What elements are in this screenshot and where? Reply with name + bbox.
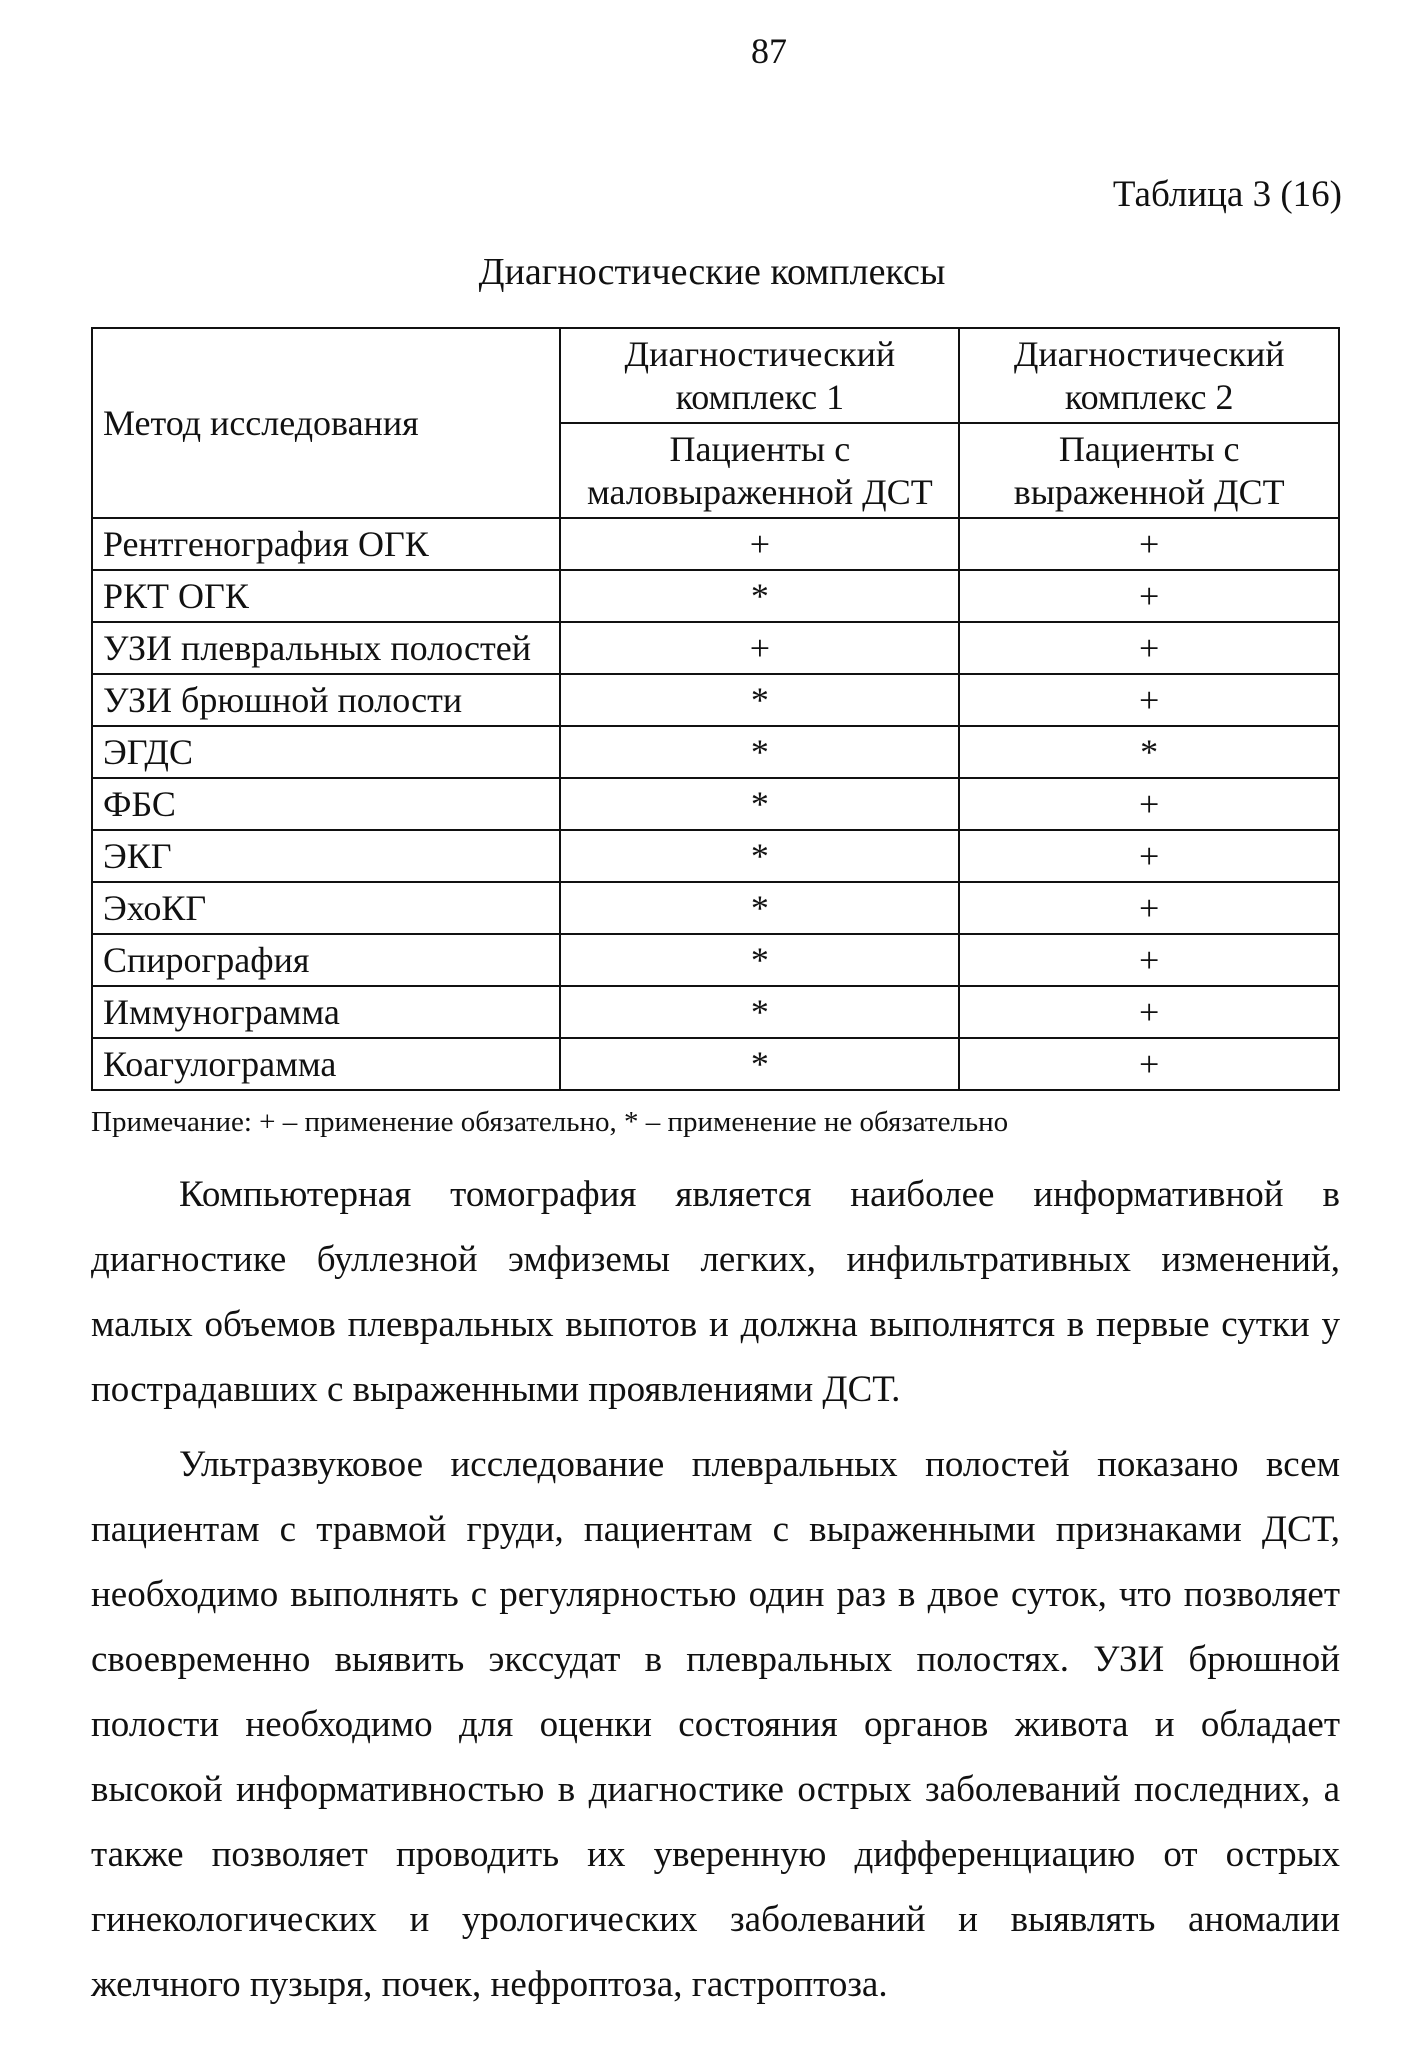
table-label: Таблица 3 (16): [1112, 174, 1342, 215]
complex-1-subheader: Пациенты с маловыраженной ДСТ: [560, 423, 959, 518]
complex-2-mark: +: [959, 882, 1339, 934]
method-name: РКТ ОГК: [92, 570, 560, 622]
method-name: ЭхоКГ: [92, 882, 560, 934]
complex-1-mark: *: [560, 778, 959, 830]
method-name: Коагулограмма: [92, 1038, 560, 1090]
table-row: [92, 986, 1339, 1038]
complex-1-mark: *: [560, 674, 959, 726]
table-row: [92, 778, 1339, 830]
table-row: [92, 674, 1339, 726]
complex-2-mark: +: [959, 1038, 1339, 1090]
complex-2-mark: +: [959, 674, 1339, 726]
method-name: УЗИ брюшной полости: [92, 674, 560, 726]
table-row: [92, 1038, 1339, 1090]
table-row: [92, 726, 1339, 778]
method-name: Спирография: [92, 934, 560, 986]
complex-1-header: Диагностический комплекс 1: [560, 328, 959, 423]
complex-2-mark: +: [959, 622, 1339, 674]
method-name: Рентгенография ОГК: [92, 518, 560, 570]
complex-1-mark: *: [560, 986, 959, 1038]
method-header: Метод исследования: [92, 328, 560, 518]
method-name: ЭКГ: [92, 830, 560, 882]
complex-1-mark: *: [560, 934, 959, 986]
complex-2-mark: +: [959, 830, 1339, 882]
complex-2-mark: +: [959, 518, 1339, 570]
complex-2-mark: *: [959, 726, 1339, 778]
method-name: Иммунограмма: [92, 986, 560, 1038]
page-number: 87: [751, 31, 787, 71]
complex-2-mark: +: [959, 986, 1339, 1038]
diagnostic-table: [91, 327, 1340, 1091]
method-name: ЭГДС: [92, 726, 560, 778]
table-row: [92, 934, 1339, 986]
complex-2-mark: +: [959, 570, 1339, 622]
complex-1-mark: *: [560, 882, 959, 934]
table-row: [92, 622, 1339, 674]
table-row: [92, 518, 1339, 570]
paragraph: Ультразвуковое исследование плевральных полостей показано всем пациентам с травмой груди, пациентам с выраженными признаками ДСТ, необходимо выполнять с регулярностью один раз в двое суток, что позволяет своевременно выявить экссудат в плевральных полостях. УЗИ брюшной полости необходимо для оценки состояния органов живота и обладает высокой информативностью в диагностике острых заболеваний последних, а также позволяет проводить их уверенную дифференциацию от острых гинекологических и урологических заболеваний и выявлять аномалии желчного пузыря, почек, нефроптоза, гастроптоза.: [91, 1444, 1340, 2005]
complex-2-mark: +: [959, 778, 1339, 830]
complex-1-mark: +: [560, 622, 959, 674]
table-row: [92, 570, 1339, 622]
paragraph: Компьютерная томография является наиболее информативной в диагностике буллезной эмфиземы легких, инфильтративных изменений, малых объемов плевральных выпотов и должна выполнятся в первые сутки у пострадавших с выраженными проявлениями ДСТ.: [91, 1174, 1340, 1410]
complex-1-mark: *: [560, 726, 959, 778]
complex-1-mark: *: [560, 570, 959, 622]
table-title: Диагностические комплексы: [478, 251, 946, 293]
complex-1-mark: +: [560, 518, 959, 570]
complex-2-header: Диагностический комплекс 2: [959, 328, 1339, 423]
complex-1-mark: *: [560, 1038, 959, 1090]
table-note: Примечание: + – применение обязательно, * – применение не обязательно: [91, 1106, 1009, 1138]
table-row: [92, 882, 1339, 934]
complex-2-mark: +: [959, 934, 1339, 986]
method-name: УЗИ плевральных полостей: [92, 622, 560, 674]
table-row: [92, 830, 1339, 882]
complex-1-mark: *: [560, 830, 959, 882]
method-name: ФБС: [92, 778, 560, 830]
complex-2-subheader: Пациенты с выраженной ДСТ: [959, 423, 1339, 518]
